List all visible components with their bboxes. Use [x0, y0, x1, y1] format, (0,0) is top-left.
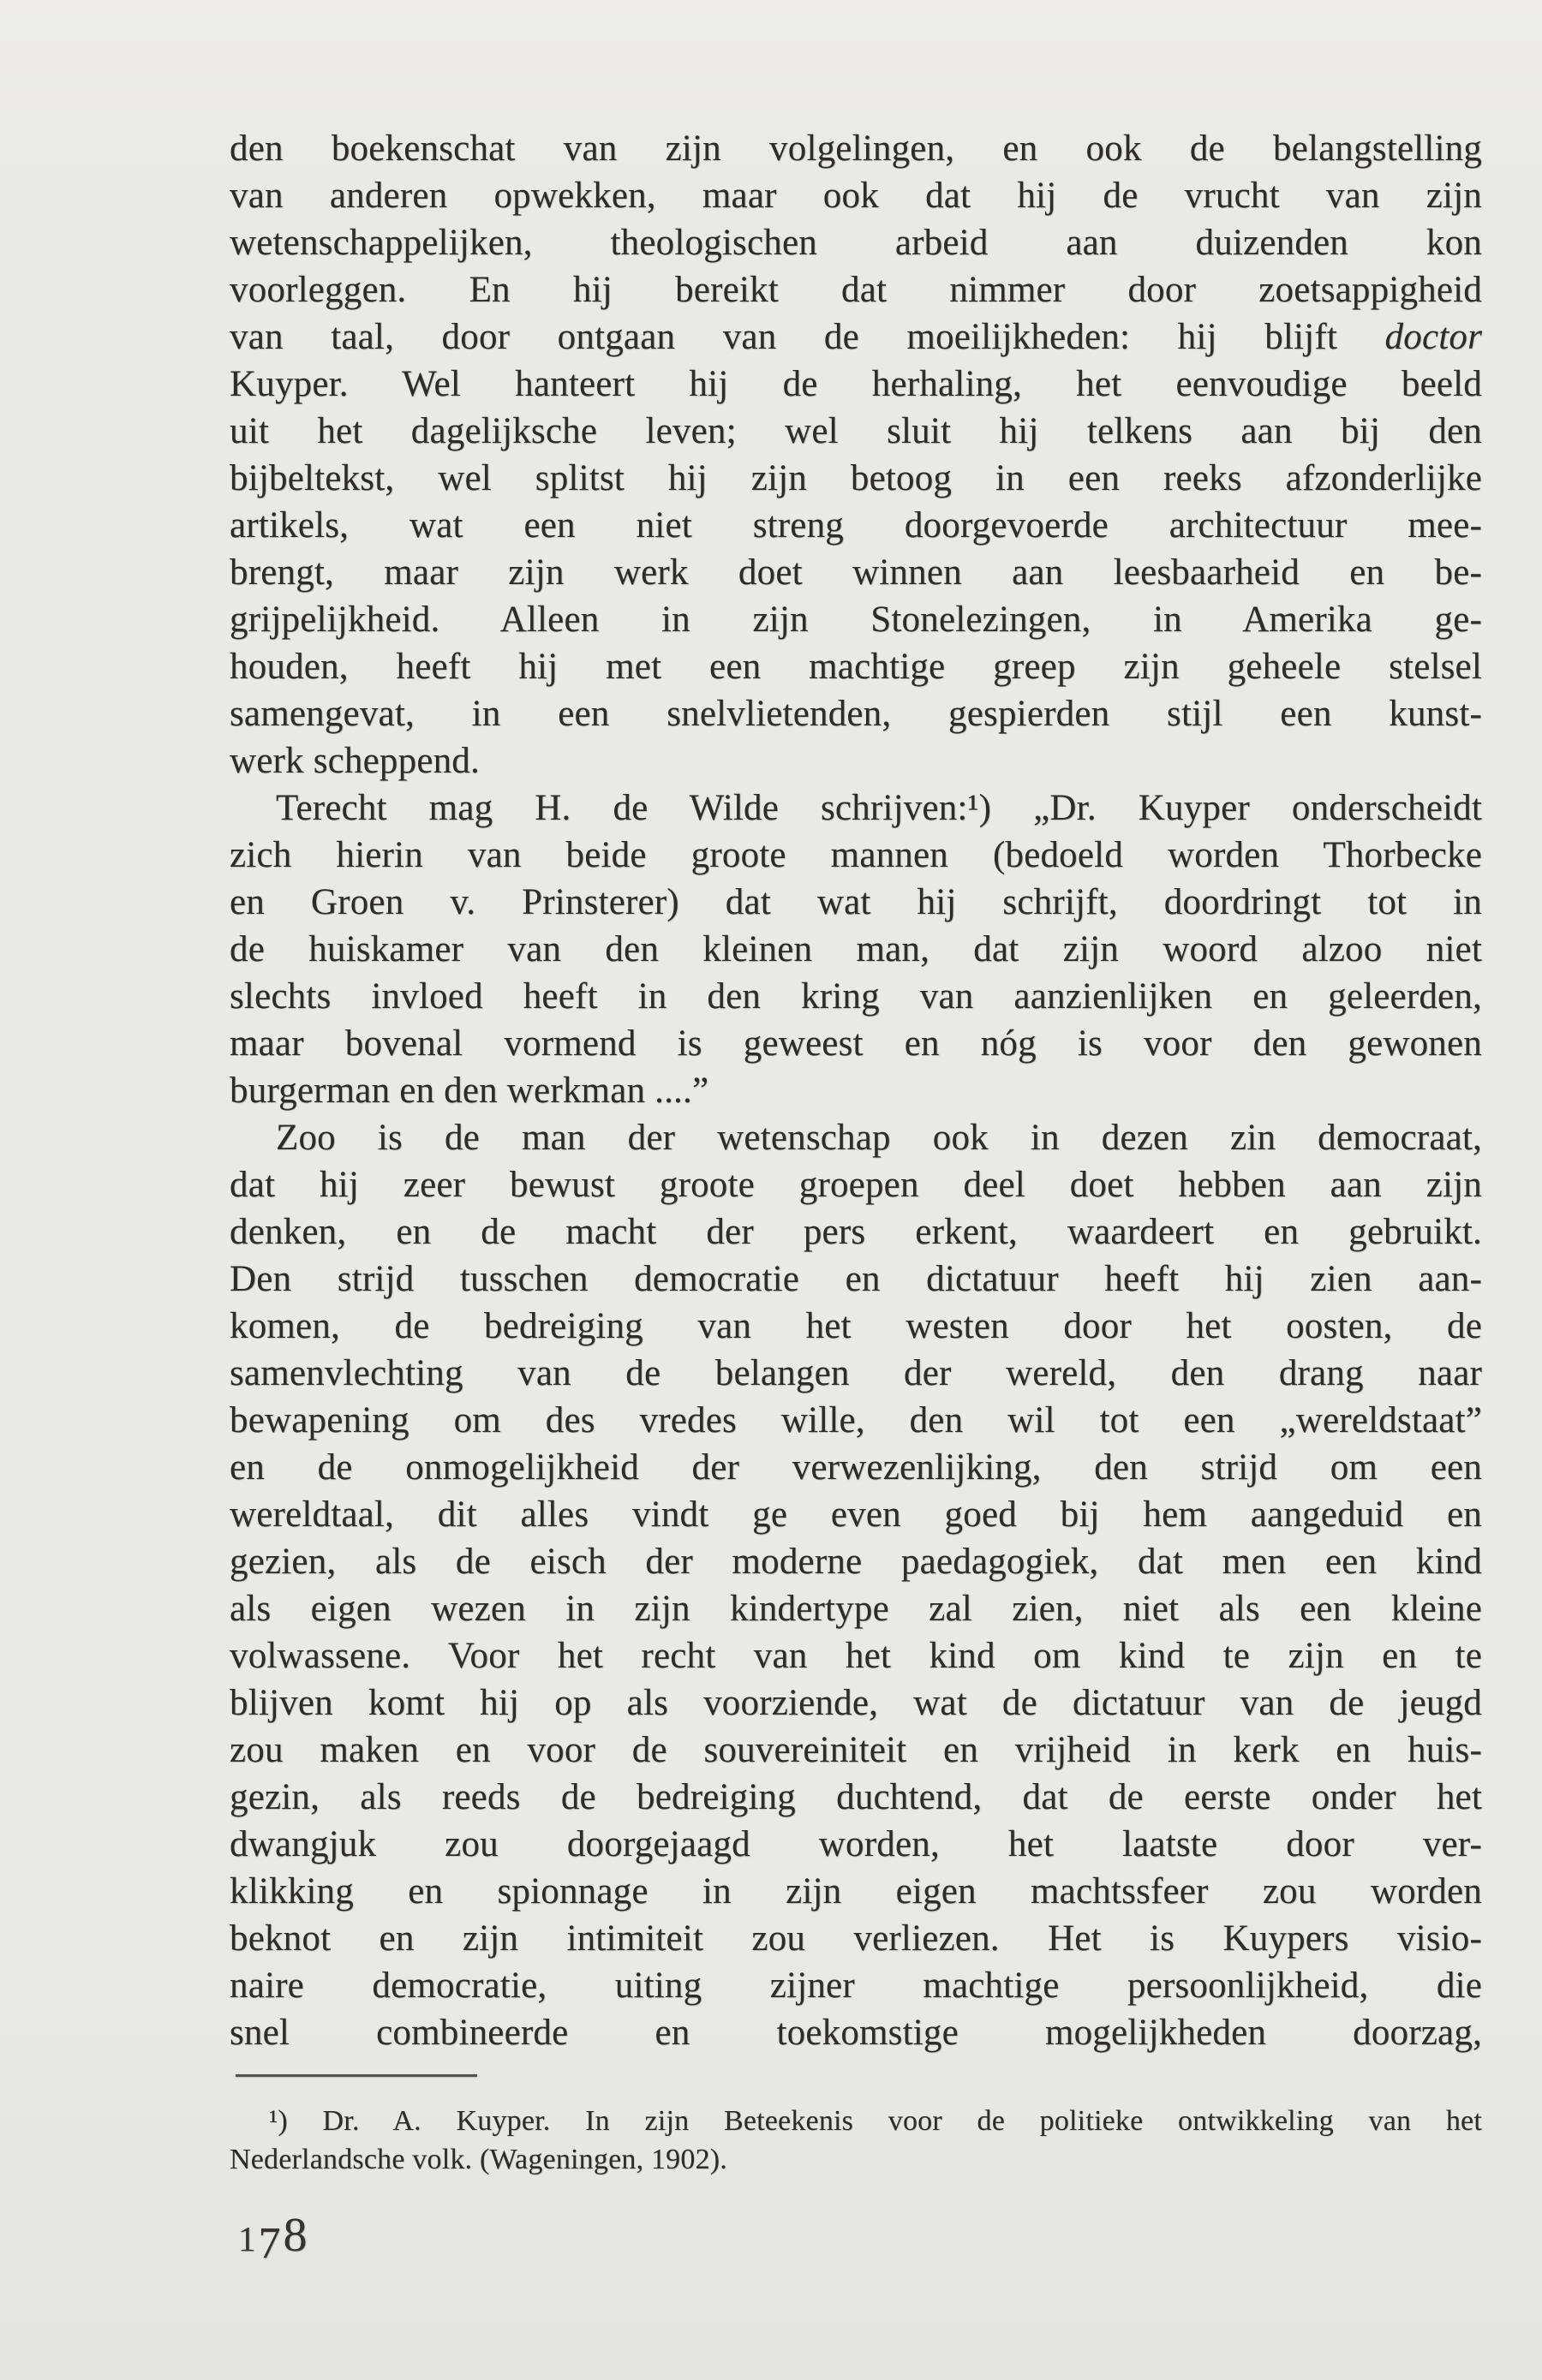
text-line: grijpelijkheid. Alleen in zijn Stonelezingen, in Amerika ge-	[230, 599, 1482, 640]
paragraph-1	[230, 125, 1482, 784]
paragraph-2	[230, 784, 1482, 1114]
page-number	[238, 2208, 1482, 2268]
text-line: wetenschappelijken, theologischen arbeid aan duizenden kon	[230, 223, 1482, 263]
text-line: zich hierin van beide groote mannen (bedoeld worden Thorbecke	[230, 835, 1482, 875]
text-line: Den strijd tusschen democratie en dictatuur heeft hij zien aan-	[230, 1259, 1482, 1299]
text-line: den boekenschat van zijn volgelingen, en ook de belangstelling	[230, 128, 1482, 169]
text-line: uit het dagelijksche leven; wel sluit hij telkens aan bij den	[230, 411, 1482, 451]
text-line: samenvlechting van de belangen der wereld, den drang naar	[230, 1353, 1482, 1393]
text-line: voorleggen. En hij bereikt dat nimmer door zoetsappigheid	[230, 270, 1482, 310]
text-line: naire democratie, uiting zijner machtige persoonlijkheid, die	[230, 1965, 1482, 2006]
text-line: volwassene. Voor het recht van het kind om kind te zijn en te	[230, 1636, 1482, 1676]
text-line: dwangjuk zou doorgejaagd worden, het laatste door ver-	[230, 1824, 1482, 1864]
text-line: wereldtaal, dit alles vindt ge even goed bij hem aangeduid en	[230, 1494, 1482, 1535]
page-number-digit: 1	[238, 2219, 259, 2258]
text-line: maar bovenal vormend is geweest en nóg is voor den gewonen	[230, 1023, 1482, 1064]
page-number-digit: 7	[258, 2219, 284, 2268]
text-segment: van taal, door ontgaan van de moeilijkheden: hij blijft	[230, 317, 1338, 357]
text-line: Terecht mag H. de Wilde schrijven:¹) „Dr. Kuyper onderscheidt	[276, 788, 1482, 828]
text-line: van anderen opwekken, maar ook dat hij de vrucht van zijn	[230, 176, 1482, 216]
footnote	[230, 2102, 1482, 2179]
text-line: slechts invloed heeft in den kring van aanzienlijken en geleerden,	[230, 976, 1482, 1017]
text-line: burgerman en den werkman ....”	[230, 1071, 709, 1111]
text-line: en Groen v. Prinsterer) dat wat hij schrijft, doordringt tot in	[230, 882, 1482, 922]
text-line: Zoo is de man der wetenschap ook in dezen zin democraat,	[276, 1118, 1482, 1158]
text-line: als eigen wezen in zijn kindertype zal zien, niet als een kleine	[230, 1589, 1482, 1629]
text-line: werk scheppend.	[230, 741, 480, 781]
text-line: denken, en de macht der pers erkent, waardeert en gebruikt.	[230, 1212, 1482, 1252]
text-line: en de onmogelijkheid der verwezenlijking, den strijd om een	[230, 1447, 1482, 1488]
text-line: houden, heeft hij met een machtige greep zijn geheele stelsel	[230, 647, 1482, 687]
text-line: snel combineerde en toekomstige mogelijkheden doorzag,	[230, 2013, 1482, 2053]
text-line	[230, 313, 1482, 361]
text-line: zou maken en voor de souvereiniteit en vrijheid in kerk en huis-	[230, 1730, 1482, 1770]
page-number-digit: 8	[283, 2209, 310, 2262]
text-line: samengevat, in een snelvlietenden, gespierden stijl een kunst-	[230, 694, 1482, 734]
paragraph-3	[230, 1114, 1482, 2056]
text-line: artikels, wat een niet streng doorgevoerde architectuur mee-	[230, 505, 1482, 546]
text-line: bijbeltekst, wel splitst hij zijn betoog in een reeks afzonderlijke	[230, 458, 1482, 498]
text-line: brengt, maar zijn werk doet winnen aan leesbaarheid en be-	[230, 552, 1482, 593]
text-line: blijven komt hij op als voorziende, wat de dictatuur van de jeugd	[230, 1683, 1482, 1723]
text-line: de huiskamer van den kleinen man, dat zijn woord alzoo niet	[230, 929, 1482, 969]
text-line: bewapening om des vredes wille, den wil tot een „wereldstaat”	[230, 1400, 1482, 1441]
text-line: gezin, als reeds de bedreiging duchtend, dat de eerste onder het	[230, 1777, 1482, 1817]
text-line: komen, de bedreiging van het westen door het oosten, de	[230, 1306, 1482, 1346]
text-line: beknot en zijn intimiteit zou verliezen. Het is Kuypers visio-	[230, 1918, 1482, 1959]
text-line: gezien, als de eisch der moderne paedagogiek, dat men een kind	[230, 1542, 1482, 1582]
text-line: Kuyper. Wel hanteert hij de herhaling, het eenvoudige beeld	[230, 364, 1482, 404]
text-line: dat hij zeer bewust groote groepen deel doet hebben aan zijn	[230, 1165, 1482, 1205]
text-line: klikking en spionnage in zijn eigen machtssfeer zou worden	[230, 1871, 1482, 1912]
footnote-separator	[236, 2074, 477, 2077]
footnote-line: Nederlandsche volk. (Wageningen, 1902).	[230, 2144, 727, 2175]
text-column	[230, 125, 1483, 2268]
footnote-line: ¹) Dr. A. Kuyper. In zijn Beteekenis voor de politieke ontwikkeling van het	[269, 2105, 1482, 2137]
italic-word: doctor	[1384, 317, 1483, 357]
